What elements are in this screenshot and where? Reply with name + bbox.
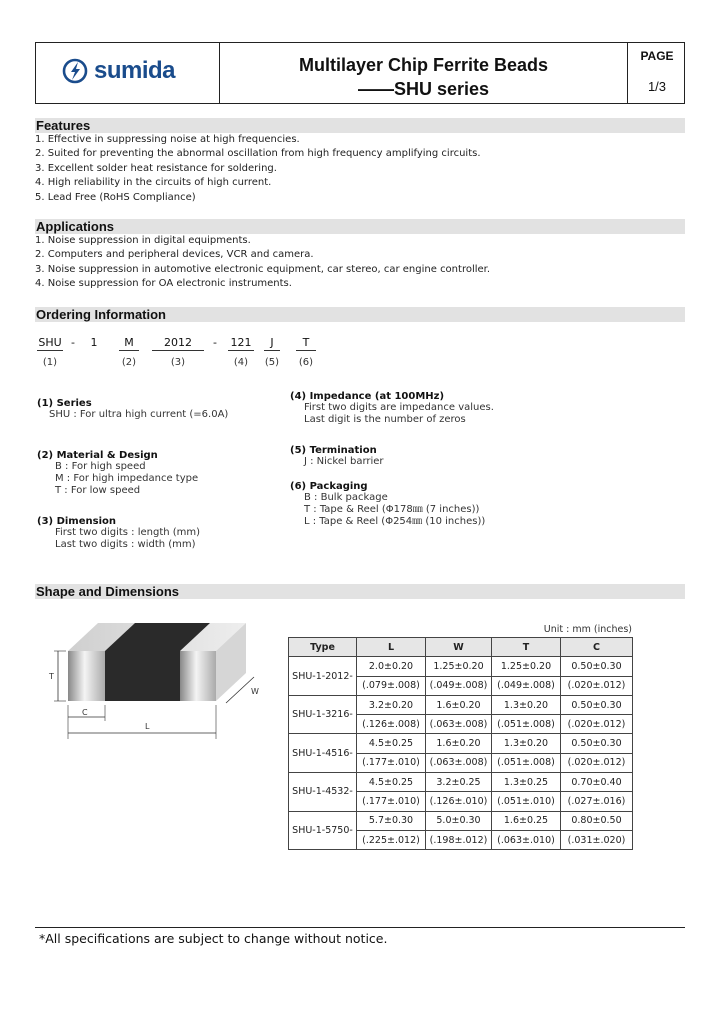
series-block xyxy=(37,398,228,421)
code-material: M xyxy=(119,336,139,351)
table-cell: (.126±.010) xyxy=(426,792,492,811)
type-cell: SHU-1-5750- xyxy=(289,811,357,850)
dimension-block xyxy=(37,516,200,551)
block-title: (1) Series xyxy=(37,398,92,409)
table-cell: 0.50±0.30 xyxy=(561,695,633,714)
table-cell: (.051±.008) xyxy=(492,715,561,734)
type-cell: SHU-1-3216- xyxy=(289,695,357,734)
block-title: (5) Termination xyxy=(290,445,377,456)
block-line: SHU : For ultra high current (=6.0A) xyxy=(49,409,229,420)
table-cell: 4.5±0.25 xyxy=(357,773,426,792)
table-cell: 0.70±0.40 xyxy=(561,773,633,792)
table-cell: (.079±.008) xyxy=(357,676,426,695)
type-cell: SHU-1-2012- xyxy=(289,657,357,696)
block-line: B : Bulk package xyxy=(304,492,388,503)
table-row xyxy=(289,657,633,676)
block-line: L : Tape & Reel (Φ254㎜ (10 inches)) xyxy=(304,516,486,527)
block-title: (2) Material & Design xyxy=(37,450,158,461)
applications-list xyxy=(35,234,490,292)
footer-rule xyxy=(35,927,685,928)
code-packaging: T xyxy=(296,336,316,351)
table-cell: 5.7±0.30 xyxy=(357,811,426,830)
column-header: L xyxy=(357,638,426,657)
code-index: (5) xyxy=(264,357,280,368)
table-cell: 1.3±0.20 xyxy=(492,695,561,714)
table-cell: (.020±.012) xyxy=(561,715,633,734)
table-cell: 0.50±0.30 xyxy=(561,657,633,676)
table-cell: (.177±.010) xyxy=(357,792,426,811)
table-cell: (.027±.016) xyxy=(561,792,633,811)
table-cell: (.126±.008) xyxy=(357,715,426,734)
block-title: (6) Packaging xyxy=(290,481,368,492)
block-line: Last digit is the number of zeros xyxy=(304,414,466,425)
termination-block xyxy=(290,445,384,468)
table-header-row xyxy=(289,638,633,657)
table-cell: 1.6±0.20 xyxy=(426,695,492,714)
logo-text: sumida xyxy=(94,57,176,84)
table-cell: (.049±.008) xyxy=(492,676,561,695)
shape-heading: Shape and Dimensions xyxy=(35,584,685,599)
code-current: 1 xyxy=(90,336,98,349)
table-cell: (.051±.008) xyxy=(492,753,561,772)
block-line: T : For low speed xyxy=(55,485,141,496)
block-line: B : For high speed xyxy=(55,461,146,472)
list-item: 4. High reliability in the circuits of high current. xyxy=(35,177,272,189)
list-item: 1. Effective in suppressing noise at high frequencies. xyxy=(35,134,300,145)
table-cell: (.225±.012) xyxy=(357,830,426,849)
column-header: W xyxy=(426,638,492,657)
list-item: 4. Noise suppression for OA electronic instruments. xyxy=(35,278,292,290)
table-cell: 5.0±0.30 xyxy=(426,811,492,830)
sumida-logo xyxy=(62,57,175,85)
column-header: C xyxy=(561,638,633,657)
table-cell: (.063±.008) xyxy=(426,715,492,734)
table-cell: (.020±.012) xyxy=(561,676,633,695)
chip-terminal-right xyxy=(180,651,216,701)
table-row xyxy=(289,734,633,753)
block-line: First two digits : length (mm) xyxy=(55,527,201,538)
dim-label-t: T xyxy=(49,672,54,681)
dim-label-w: W xyxy=(251,687,259,696)
code-index: (1) xyxy=(42,357,58,368)
dim-label-c: C xyxy=(82,708,88,717)
code-dash: - xyxy=(213,336,217,349)
footer-note: *All specifications are subject to change without notice. xyxy=(39,931,388,946)
sumida-logo-icon xyxy=(62,58,88,84)
code-termination: J xyxy=(264,336,280,351)
table-cell: 1.6±0.20 xyxy=(426,734,492,753)
material-block xyxy=(37,450,198,497)
table-cell: (.063±.008) xyxy=(426,753,492,772)
list-item: 1. Noise suppression in digital equipments. xyxy=(35,235,251,246)
table-cell: 2.0±0.20 xyxy=(357,657,426,676)
code-dimension: 2012 xyxy=(152,336,204,351)
block-title: (4) Impedance (at 100MHz) xyxy=(290,391,445,402)
dimensions-table xyxy=(288,637,633,850)
code-index: (2) xyxy=(121,357,137,368)
doc-title: Multilayer Chip Ferrite Beads xyxy=(298,55,549,75)
block-title: (3) Dimension xyxy=(37,516,116,527)
table-cell: (.020±.012) xyxy=(561,753,633,772)
page-label: PAGE xyxy=(640,49,674,63)
table-cell: (.177±.010) xyxy=(357,753,426,772)
block-line: T : Tape & Reel (Φ178㎜ (7 inches)) xyxy=(304,504,480,515)
table-row xyxy=(289,695,633,714)
block-line: Last two digits : width (mm) xyxy=(55,539,196,550)
table-cell: 1.3±0.25 xyxy=(492,773,561,792)
code-index: (6) xyxy=(298,357,314,368)
table-cell: 1.25±0.20 xyxy=(492,657,561,676)
list-item: 2. Suited for preventing the abnormal oscillation from high frequency amplifying circuits. xyxy=(35,148,481,160)
doc-subtitle: ——SHU series xyxy=(357,79,490,99)
code-impedance: 121 xyxy=(228,336,254,351)
impedance-block xyxy=(290,391,494,426)
ordering-heading: Ordering Information xyxy=(35,307,685,322)
table-cell: (.051±.010) xyxy=(492,792,561,811)
table-cell: (.049±.008) xyxy=(426,676,492,695)
table-cell: (.031±.020) xyxy=(561,830,633,849)
type-cell: SHU-1-4516- xyxy=(289,734,357,773)
features-list xyxy=(35,133,481,205)
chip-terminal-left xyxy=(68,651,105,701)
list-item: 3. Excellent solder heat resistance for soldering. xyxy=(35,162,277,174)
table-cell: 3.2±0.20 xyxy=(357,695,426,714)
table-cell: 1.3±0.20 xyxy=(492,734,561,753)
column-header: T xyxy=(492,638,561,657)
list-item: 2. Computers and peripheral devices, VCR and camera. xyxy=(35,249,314,261)
dim-label-l: L xyxy=(145,722,150,731)
code-index: (4) xyxy=(233,357,249,368)
table-cell: (.063±.010) xyxy=(492,830,561,849)
page-number: 1/3 xyxy=(647,79,667,94)
code-index: (3) xyxy=(170,357,186,368)
block-line: M : For high impedance type xyxy=(55,473,199,484)
list-item: 5. Lead Free (RoHS Compliance) xyxy=(35,191,196,203)
list-item: 3. Noise suppression in automotive electronic equipment, car stereo, car engine controller. xyxy=(35,263,491,275)
table-cell: 0.80±0.50 xyxy=(561,811,633,830)
code-series: SHU xyxy=(38,336,62,349)
table-cell: 0.50±0.30 xyxy=(561,734,633,753)
header-box xyxy=(35,42,685,104)
applications-heading: Applications xyxy=(35,219,685,234)
table-cell: 4.5±0.25 xyxy=(357,734,426,753)
features-heading: Features xyxy=(35,118,685,133)
block-line: First two digits are impedance values. xyxy=(304,402,494,413)
table-row xyxy=(289,811,633,830)
table-cell: 1.6±0.25 xyxy=(492,811,561,830)
table-cell: 1.25±0.20 xyxy=(426,657,492,676)
column-header: Type xyxy=(289,638,357,657)
block-line: J : Nickel barrier xyxy=(304,456,384,467)
table-cell: (.198±.012) xyxy=(426,830,492,849)
code-dash: - xyxy=(71,336,75,349)
packaging-block xyxy=(290,481,485,528)
chip-diagram xyxy=(40,615,270,745)
chip-body xyxy=(105,651,180,701)
unit-note: Unit : mm (inches) xyxy=(543,624,632,635)
table-cell: 3.2±0.25 xyxy=(426,773,492,792)
type-cell: SHU-1-4532- xyxy=(289,773,357,812)
table-row xyxy=(289,773,633,792)
